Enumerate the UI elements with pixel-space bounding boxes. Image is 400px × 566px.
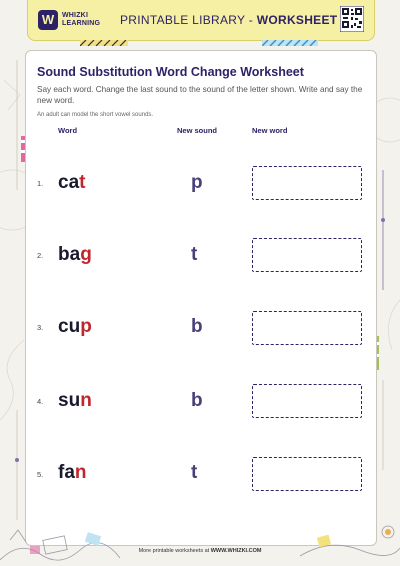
new-sound-letter: t — [191, 462, 198, 483]
row-number: 5. — [37, 470, 44, 479]
bottom-doodle-decoration — [0, 520, 400, 566]
header-title — [120, 13, 337, 27]
new-sound-letter: b — [191, 390, 203, 411]
new-sound-letter: p — [191, 172, 203, 193]
qr-code-icon[interactable] — [340, 6, 364, 32]
new-word-answer-box[interactable] — [252, 384, 362, 418]
logo-line-2: LEARNING — [62, 20, 101, 27]
whizki-logo-icon: W — [38, 10, 58, 30]
new-sound-letter: b — [191, 316, 203, 337]
row-word — [58, 244, 92, 266]
worksheet-title: Sound Substitution Word Change Worksheet — [37, 65, 304, 79]
new-word-answer-box[interactable] — [252, 311, 362, 345]
new-word-answer-box[interactable] — [252, 166, 362, 200]
new-sound-letter: t — [191, 244, 198, 265]
word-last-sound: p — [80, 316, 92, 337]
row-word — [58, 316, 92, 338]
word-last-sound: n — [80, 390, 92, 411]
header-stripe-blue — [262, 40, 318, 46]
row-word — [58, 462, 87, 484]
worksheet-instructions: Say each word. Change the last sound to the sound of the letter shown. Write and say the new word. — [37, 85, 363, 105]
row-number: 4. — [37, 397, 44, 406]
footer-link[interactable]: WWW.WHIZKI.COM — [210, 548, 262, 554]
column-header-new-word: New word — [252, 126, 288, 135]
word-last-sound: g — [80, 244, 92, 265]
header-title-bold: WORKSHEET — [256, 13, 338, 27]
row-word — [58, 390, 92, 412]
word-stem: su — [58, 390, 81, 411]
row-word — [58, 172, 85, 194]
word-last-sound: t — [79, 172, 86, 193]
header-title-prefix: PRINTABLE LIBRARY - — [120, 13, 257, 27]
column-header-new-sound: New sound — [177, 126, 218, 135]
word-last-sound: n — [74, 462, 87, 483]
new-word-answer-box[interactable] — [252, 238, 362, 272]
header-stripe-yellow — [80, 40, 128, 46]
logo-wordmark — [62, 12, 100, 28]
word-stem: fa — [58, 462, 75, 483]
column-header-word: Word — [58, 126, 78, 135]
logo-line-1: WHIZKI — [62, 12, 89, 19]
word-stem: cu — [58, 316, 81, 337]
new-word-answer-box[interactable] — [252, 457, 362, 491]
worksheet-note: An adult can model the short vowel sounds. — [37, 112, 154, 118]
row-number: 3. — [37, 323, 44, 332]
footer-text: More printable worksheets at — [138, 548, 211, 554]
word-stem: ba — [58, 244, 81, 265]
page-header — [27, 0, 375, 41]
word-stem: ca — [58, 172, 80, 193]
row-number: 1. — [37, 179, 44, 188]
footer-credit — [0, 548, 400, 554]
row-number: 2. — [37, 251, 44, 260]
